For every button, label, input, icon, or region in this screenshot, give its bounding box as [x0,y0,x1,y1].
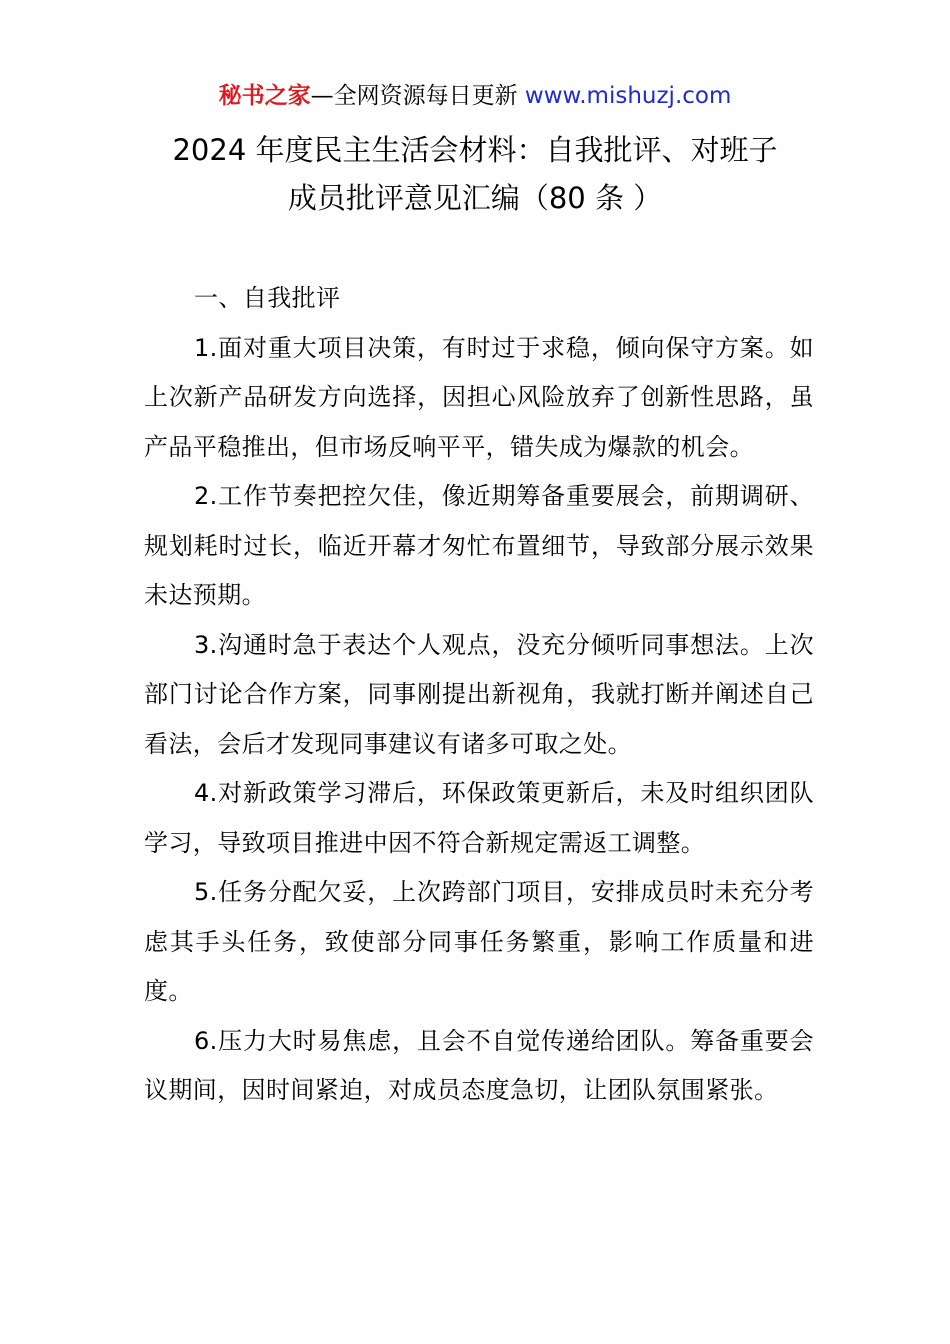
paragraph-item-6: 6.压力大时易焦虑，且会不自觉传递给团队。筹备重要会议期间，因时间紧迫，对成员态度急切，让团队氛围紧张。 [144,1026,814,1104]
paragraph-item-1: 1.面对重大项目决策，有时过于求稳，倾向保守方案。如上次新产品研发方向选择，因担心风险放弃了创新性思路，虽产品平稳推出，但市场反响平平，错失成为爆款的机会。 [144,333,814,461]
title-line-2: 成员批评意见汇编（80 条 ） [287,181,663,215]
paragraph-item-3: 3.沟通时急于表达个人观点，没充分倾听同事想法。上次部门讨论合作方案，同事刚提出新视角，我就打断并阐述自己看法，会后才发现同事建议有诸多可取之处。 [144,630,814,758]
paragraph-item-4: 4.对新政策学习滞后，环保政策更新后，未及时组织团队学习，导致项目推进中因不符合新规定需返工调整。 [144,779,814,857]
site-header [0,80,950,112]
section-heading: 一、自我批评 [194,284,341,312]
title-line-1: 2024 年度民主生活会材料：自我批评、对班子 [172,133,778,167]
paragraph-item-2: 2.工作节奏把控欠佳，像近期筹备重要展会，前期调研、规划耗时过长，临近开幕才匆忙布置细节，导致部分展示效果未达预期。 [144,482,814,609]
document-title [130,126,820,222]
brand-name: 秘书之家 [218,83,311,109]
document-body [144,274,814,1116]
site-url-link[interactable]: www.mishuzj.com [524,83,732,109]
paragraph-item-5: 5.任务分配欠妥，上次跨部门项目，安排成员时未充分考虑其手头任务，致使部分同事任务繁重，影响工作质量和进度。 [144,878,814,1005]
header-tagline: —全网资源每日更新 [310,83,525,109]
